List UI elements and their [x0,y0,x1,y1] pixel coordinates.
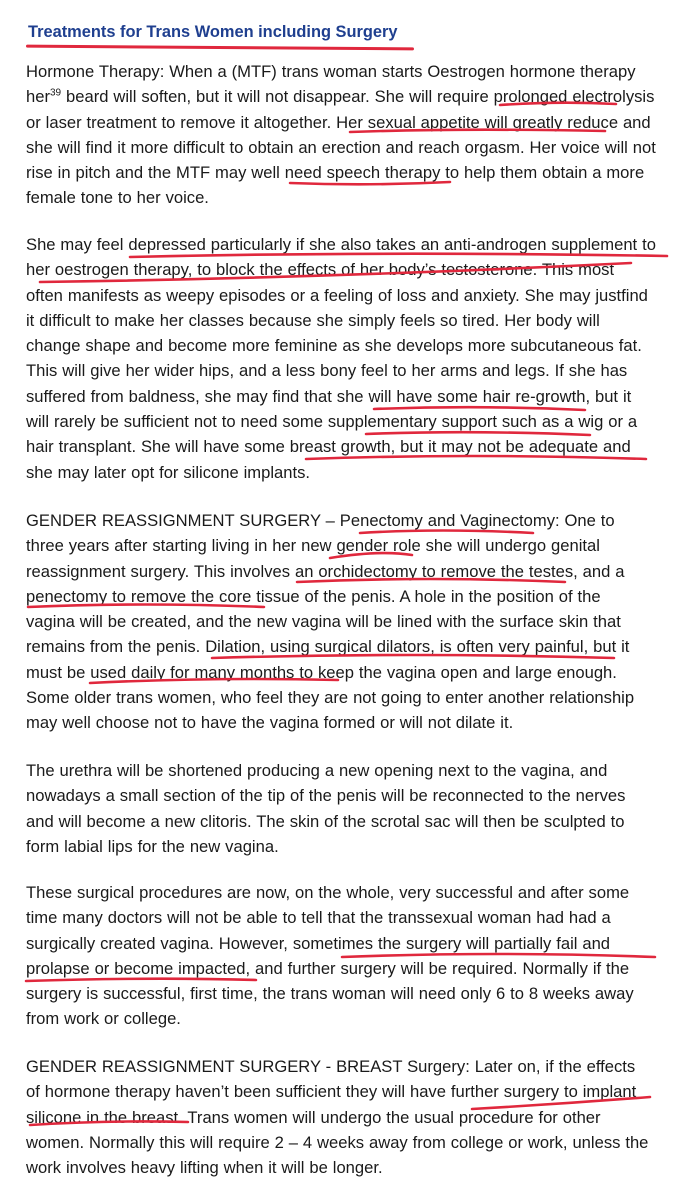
text-line: three years after starting living in her new gender role she will undergo genital [26,536,600,556]
text-line: often manifests as weepy episodes or a feeling of loss and anxiety. She may justfind [26,285,648,305]
text-fragment: her [26,87,50,107]
text-line: must be used daily for many months to keep the vagina open and large enough. [26,662,617,682]
text-line: of hormone therapy haven’t been sufficient they will have further surgery to implant [26,1082,637,1102]
paragraph-hormone-therapy [26,59,676,211]
text-line: rise in pitch and the MTF may well need speech therapy to help them obtain a more [26,163,645,183]
text-line: women. Normally this will require 2 – 4 weeks away from college or work, unless the [26,1132,649,1152]
text-line: These surgical procedures are now, on the whole, very successful and after some [26,883,630,902]
paragraph-penectomy [26,508,676,736]
title-underline [26,45,414,51]
text-line: work involves heavy lifting when it will be longer. [26,1158,383,1178]
text-line: it difficult to make her classes because she simply feels so tired. Her body will [26,310,600,330]
text-line: Hormone Therapy: When a (MTF) trans woman starts Oestrogen hormone therapy [26,62,636,81]
page-title: Treatments for Trans Women including Surgery [28,23,398,41]
text-line: prolapse or become impacted, and further surgery will be required. Normally if the [26,958,630,978]
text-line: Some older trans women, who feel they are not going to enter another relationship [26,688,635,708]
text-line [26,84,676,109]
paragraph-outcomes [26,880,676,1032]
text-line: or laser treatment to remove it altogether. Her sexual appetite will greatly reduce and [26,112,651,132]
text-line: her oestrogen therapy, to block the effects of her body’s testosterone. This most [26,260,615,280]
text-fragment: beard will soften, but it will not disappear. She will require prolonged electrolysis [61,87,655,107]
text-line: she may later opt for silicone implants. [26,462,311,482]
text-line: from work or college. [26,1009,181,1029]
text-line: may well choose not to have the vagina formed or will not dilate it. [26,713,514,733]
text-line: penectomy to remove the core tissue of the penis. A hole in the position of the [26,586,601,606]
paragraph-depression [26,232,676,485]
text-line: reassignment surgery. This involves an orchidectomy to remove the testes, and a [26,561,625,581]
paragraph-urethra [26,758,676,859]
text-line: form labial lips for the new vagina. [26,836,279,856]
text-line: surgery is successful, first time, the trans woman will need only 6 to 8 weeks away [26,984,634,1004]
text-line: She may feel depressed particularly if she also takes an anti-androgen supplement to [26,235,656,254]
paragraph-breast [26,1054,676,1180]
text-line: GENDER REASSIGNMENT SURGERY – Penectomy and Vaginectomy: One to [26,511,615,530]
text-line: GENDER REASSIGNMENT SURGERY - BREAST Surgery: Later on, if the effects [26,1057,636,1076]
text-line: nowadays a small section of the tip of the penis will be reconnected to the nerves [26,786,626,806]
text-line: surgically created vagina. However, sometimes the surgery will partially fail and [26,933,611,953]
text-line: time many doctors will not be able to tell that the transsexual woman had had a [26,908,611,928]
text-line: suffered from baldness, she may find that she will have some hair re-growth, but it [26,386,632,406]
text-line: hair transplant. She will have some breast growth, but it may not be adequate and [26,437,631,457]
text-line: will rarely be sufficient not to need some supplementary support such as a wig or a [26,412,638,432]
text-line: female tone to her voice. [26,188,209,208]
text-line: vagina will be created, and the new vagina will be lined with the surface skin that [26,612,621,632]
text-line: The urethra will be shortened producing a new opening next to the vagina, and [26,761,608,780]
text-line: change shape and become more feminine as she develops more subcutaneous fat. [26,336,642,356]
text-line: This will give her wider hips, and a less bony feel to her arms and legs. If she has [26,361,628,381]
text-line: and will become a new clitoris. The skin of the scrotal sac will then be sculpted to [26,811,625,831]
text-line: silicone in the breast. Trans women will undergo the usual procedure for other [26,1107,601,1127]
footnote-marker: 39 [49,87,62,99]
text-line: remains from the penis. Dilation, using surgical dilators, is often very painful, but it [26,637,630,657]
text-line: she will find it more difficult to obtain an erection and reach orgasm. Her voice will not [26,137,656,157]
